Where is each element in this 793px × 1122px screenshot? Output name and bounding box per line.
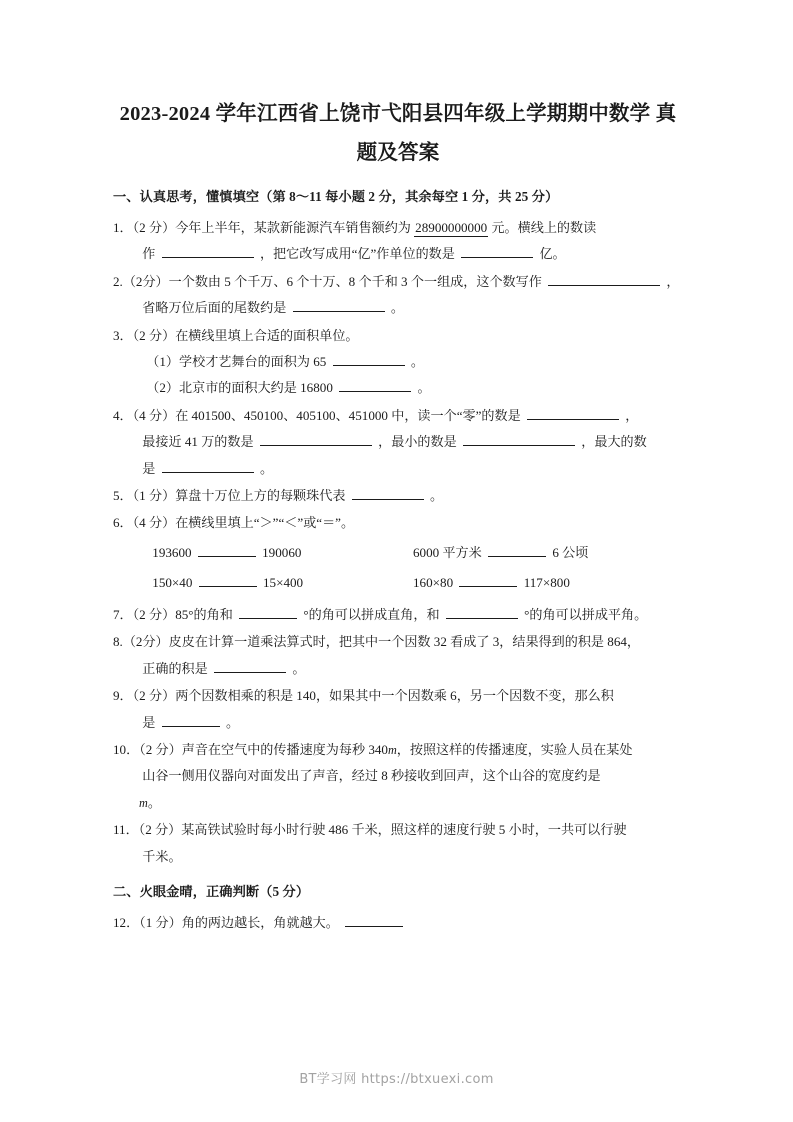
q6-r2-left-a: 150×40: [152, 574, 193, 590]
answer-blank-q4-4[interactable]: [162, 460, 254, 473]
question-2-line-1: [113, 269, 683, 295]
question-5: [113, 483, 683, 509]
question-4-text-a: 4．（4 分）在 401500、450100、405100、451000 中，读一个“零”的数是: [113, 407, 521, 423]
question-12-text-a: 12．（1 分）角的两边越长，角就越大。: [113, 914, 339, 930]
page-title-line-2: 真题及答案: [356, 103, 677, 164]
question-1-underlined-value: 28900000000: [415, 220, 488, 235]
question-2-text-c: 省略万位后面的尾数约是: [142, 300, 287, 316]
question-5-text-a: 5．（1 分）算盘十万位上方的每颗珠代表: [113, 488, 346, 504]
question-7: [113, 602, 683, 628]
question-1: [113, 215, 683, 268]
question-1-line-1: [113, 215, 683, 241]
question-10: [113, 737, 683, 816]
question-4-text-c: 最接近 41 万的数是: [142, 434, 254, 450]
question-10-text-a: 10．（2 分）声音在空气中的传播速度为每秒 340: [113, 741, 388, 757]
question-12: [113, 910, 683, 936]
question-2-text-a: 2.（2分）一个数由 5 个千万、6 个十万、8 个千和 3 个一组成，这个数写作: [113, 273, 542, 289]
question-7-text-b: °的角可以拼成直角，和: [303, 606, 440, 622]
question-4-line-1: [113, 403, 683, 429]
question-12-line-1: [113, 910, 683, 936]
question-1-text-a: 1．（2 分）今年上半年，某款新能源汽车销售额约为: [113, 220, 411, 235]
answer-blank-q3-1[interactable]: [333, 353, 405, 366]
question-8-line-2: [113, 656, 683, 682]
question-5-text-b: 。: [429, 488, 444, 504]
q6-r1-right-b: 6 公顷: [552, 544, 589, 560]
answer-blank-q5-1[interactable]: [352, 487, 424, 500]
answer-blank-q7-1[interactable]: [239, 606, 297, 619]
question-4-text-g: 。: [259, 460, 274, 476]
question-10-unit-2: m: [139, 795, 148, 810]
question-6-row-2-right: [413, 568, 683, 598]
question-10-text-c: 山谷一侧用仪器向对面发出了声音，经过 8 秒接收到回声，这个山谷的宽度约是: [142, 768, 601, 784]
answer-blank-q1-1[interactable]: [162, 245, 254, 258]
question-2-text-d: 。: [390, 300, 404, 316]
question-4: [113, 403, 683, 482]
question-6: [113, 510, 683, 536]
answer-blank-q2-2[interactable]: [293, 299, 385, 312]
question-9-text-a: 是: [142, 714, 156, 730]
question-6-row-1-right: [413, 538, 683, 568]
page-title: [113, 95, 683, 173]
question-6-row-2-left: [113, 568, 413, 598]
question-6-stem: 6．（4 分）在横线里填上“＞”“＜”或“＝”。: [113, 515, 355, 531]
question-2-text-b: ，: [666, 273, 680, 289]
question-8-line-1: 8.（2分）皮皮在计算一道乘法算式时，把其中一个因数 32 看成了 3，结果得到的积是 864，: [113, 634, 641, 650]
footer-watermark: BT学习网 https://btxuexi.com: [299, 1072, 494, 1087]
question-4-line-2: [113, 429, 683, 455]
answer-blank-q4-1[interactable]: [527, 407, 619, 420]
question-7-line-1: [113, 602, 683, 628]
question-9-line-1: 9．（2 分）两个因数相乘的积是 140，如果其中一个因数乘 6，另一个因数不变，那么积: [113, 688, 614, 704]
question-1-text-e: 亿。: [539, 246, 566, 262]
question-6-row-1-left: [113, 538, 413, 568]
q6-r1-left-a: 193600: [152, 544, 192, 560]
question-1-text-d: ，把它改写成用“亿”作单位的数是: [259, 246, 455, 262]
answer-blank-q6-2[interactable]: [488, 544, 546, 557]
question-10-line-3: [113, 790, 683, 816]
answer-blank-q2-1[interactable]: [548, 273, 660, 286]
question-11-text-a: 千米。: [142, 848, 182, 864]
question-11: [113, 817, 683, 870]
question-10-line-1: [113, 737, 683, 763]
question-1-text-c: 作: [142, 246, 156, 262]
answer-blank-q4-2[interactable]: [260, 433, 372, 446]
question-3-stem: 3．（2 分）在横线里填上合适的面积单位。: [113, 327, 359, 343]
question-4-text-e: ，最大的数: [581, 434, 647, 450]
question-8-text-b: 。: [292, 660, 306, 676]
answer-blank-q12-1[interactable]: [345, 914, 403, 927]
q6-r2-left-b: 15×400: [262, 574, 304, 590]
question-1-text-b: 元。横线上的数读: [491, 220, 597, 235]
question-6-row-2: [113, 568, 683, 598]
answer-blank-q6-4[interactable]: [459, 574, 517, 587]
section-header-1: 一、认真思考，懂慎填空（第 8～11 每小题 2 分，其余每空 1 分，共 25 分）: [113, 189, 559, 204]
question-3-sub-2: [113, 375, 683, 401]
q6-r2-right-a: 160×80: [413, 574, 454, 590]
section-header-2: 二、火眼金晴，正确判断（5 分）: [113, 883, 310, 899]
q6-r2-right-b: 117×800: [523, 574, 570, 590]
question-3-sub-1-text: （1）学校才艺舞台的面积为 65: [146, 354, 327, 370]
question-8: [113, 629, 683, 682]
question-3-sub-1-punct: 。: [410, 354, 424, 370]
question-9-text-b: 。: [225, 714, 240, 730]
question-11-line-1: 11．（2 分）某高铁试验时每小时行驶 486 千米，照这样的速度行驶 5 小时，一共可以行驶: [113, 822, 627, 838]
answer-blank-q1-2[interactable]: [461, 245, 533, 258]
question-2: [113, 269, 683, 322]
q6-r1-right-a: 6000 平方米: [413, 544, 482, 560]
question-1-line-2: [113, 241, 683, 267]
question-4-text-d: ，最小的数是: [378, 434, 457, 450]
question-11-line-2: [113, 844, 683, 870]
answer-blank-q9-1[interactable]: [162, 713, 220, 726]
answer-blank-q3-2[interactable]: [339, 379, 411, 392]
question-8-text-a: 正确的积是: [142, 660, 208, 676]
question-10-line-2: [113, 763, 683, 789]
question-2-line-2: [113, 295, 683, 321]
answer-blank-q6-1[interactable]: [198, 544, 256, 557]
question-9: [113, 683, 683, 736]
question-4-text-f: 是: [142, 460, 156, 476]
question-3-sub-2-text: （2）北京市的面积大约是 16800: [146, 380, 333, 396]
question-5-line-1: [113, 483, 683, 509]
question-10-text-b: ，按照这样的传播速度，实验人员在某处: [396, 741, 633, 757]
question-3-sub-1: [113, 349, 683, 375]
question-4-text-b: ，: [625, 407, 639, 423]
question-7-text-c: °的角可以拼成平角。: [524, 606, 648, 622]
page-title-line-1: 2023-2024 学年江西省上饶市弋阳县四年级上学期期中数学: [119, 103, 651, 125]
answer-blank-q8-1[interactable]: [214, 660, 286, 673]
q6-r1-left-b: 190060: [262, 544, 302, 560]
question-10-unit-1: m: [387, 742, 397, 757]
question-9-line-2: [113, 710, 683, 736]
question-10-text-d: 。: [147, 794, 161, 810]
question-3-sub-2-punct: 。: [417, 380, 431, 396]
question-7-text-a: 7．（2 分）85°的角和: [113, 606, 233, 622]
answer-blank-q4-3[interactable]: [463, 433, 575, 446]
answer-blank-q7-2[interactable]: [446, 606, 518, 619]
answer-blank-q6-3[interactable]: [199, 574, 257, 587]
question-6-row-1: [113, 538, 683, 568]
question-3: [113, 323, 683, 402]
question-4-line-3: [113, 456, 683, 482]
